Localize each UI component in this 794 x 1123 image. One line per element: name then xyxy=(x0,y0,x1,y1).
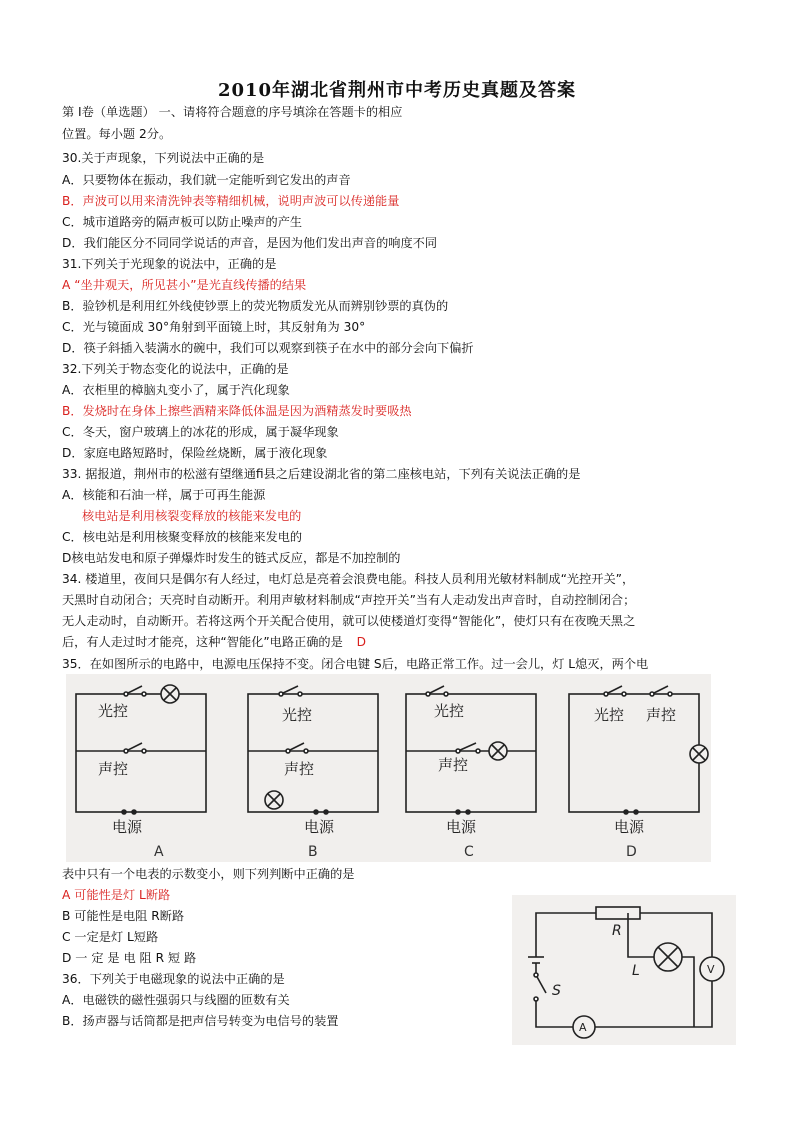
fig34-d-sound-label: 声控 xyxy=(646,706,677,724)
fig34-a-power-label: 电源 xyxy=(112,818,143,836)
fig34-a-light-label: 光控 xyxy=(98,702,129,720)
q34-circuit-svg xyxy=(66,674,711,862)
q31-option-d: D．筷子斜插入装满水的碗中，我们可以观察到筷子在水中的部分会向下偏折 xyxy=(62,341,474,355)
q35-option-c: C 一定是灯 L短路 xyxy=(62,930,159,944)
q30-stem: 30.关于声现象，下列说法中正确的是 xyxy=(62,151,265,165)
fig35-s-label: S xyxy=(552,983,561,999)
q32-option-d: D．家庭电路短路时，保险丝烧断，属于液化现象 xyxy=(62,446,328,460)
fig34-label-b: B xyxy=(308,844,318,860)
q36-option-b: B．扬声器与话筒都是把声信号转变为电信号的装置 xyxy=(62,1014,339,1028)
q35-option-d: D 一 定 是 电 阻 R 短 路 xyxy=(62,951,197,965)
q35-option-b: B 可能性是电阻 R断路 xyxy=(62,909,185,923)
q30-option-b: B．声波可以用来清洗钟表等精细机械，说明声波可以传递能量 xyxy=(62,194,400,208)
q34-circuit-figure xyxy=(66,674,711,862)
q30-option-a: A．只要物体在振动，我们就一定能听到它发出的声音 xyxy=(62,173,351,187)
fig35-l-label: L xyxy=(632,963,640,979)
q31-option-c: C．光与镜面成 30°角射到平面镜上时，其反射角为 30° xyxy=(62,320,366,334)
fig34-c-sound-label: 声控 xyxy=(438,756,469,774)
q34-line-3: 无人走动时，自动断开。若将这两个开关配合使用，就可以使楼道灯变得“智能化”，使灯只有在夜晚天黑之 xyxy=(62,614,636,628)
q35-circuit-svg xyxy=(512,895,736,1045)
fig35-ammeter-label: A xyxy=(579,1021,587,1034)
q34-line-2: 天黑时自动闭合；天亮时自动断开。利用声敏材料制成“声控开关”当有人走动发出声音时，自动控制闭合； xyxy=(62,593,636,607)
q31-stem: 31.下列关于光现象的说法中，正确的是 xyxy=(62,257,277,271)
q35-circuit-figure xyxy=(512,895,736,1045)
intro-line-2: 位置。每小题 2分。 xyxy=(62,127,172,141)
q34-line-4 xyxy=(62,634,366,650)
q31-option-b: B．验钞机是利用红外线使钞票上的荧光物质发光从而辨别钞票的真伪的 xyxy=(62,299,449,313)
fig34-a-sound-label: 声控 xyxy=(98,760,129,778)
fig34-label-d: D xyxy=(626,844,637,860)
fig35-voltmeter-label: V xyxy=(707,963,715,976)
q33-stem: 33. 据报道，荆州市的松滋有望继通fi县之后建设湖北省的第二座核电站，下列有关说法正确的是 xyxy=(62,467,581,481)
q33-option-d: D核电站发电和原子弹爆炸时发生的链式反应，都是不加控制的 xyxy=(62,551,401,565)
q33-option-b: 核电站是利用核裂变释放的核能来发电的 xyxy=(82,509,302,523)
q30-option-c: C．城市道路旁的隔声板可以防止噪声的产生 xyxy=(62,215,303,229)
fig34-d-light-label: 光控 xyxy=(594,706,625,724)
page-title: 2010年湖北省荆州市中考历史真题及答案 xyxy=(217,80,577,101)
q33-option-c: C．核电站是利用核聚变释放的核能来发电的 xyxy=(62,530,303,544)
q34-answer: D xyxy=(356,635,367,649)
q34-line-1: 34. 楼道里，夜间只是偶尔有人经过，电灯总是亮着会浪费电能。科技人员利用光敏材料制成“光控开关”， xyxy=(62,572,635,586)
q30-option-d: D．我们能区分不同同学说话的声音，是因为他们发出声音的响度不同 xyxy=(62,236,438,250)
q35-option-a: A 可能性是灯 L断路 xyxy=(62,888,171,902)
fig34-d-power-label: 电源 xyxy=(614,818,645,836)
intro-line-1: 第 I卷（单选题） 一、请将符合题意的序号填涂在答题卡的相应 xyxy=(62,105,403,119)
fig34-b-light-label: 光控 xyxy=(282,706,313,724)
fig34-label-c: C xyxy=(464,844,474,860)
q32-stem: 32.下列关于物态变化的说法中，正确的是 xyxy=(62,362,289,376)
fig34-c-power-label: 电源 xyxy=(446,818,477,836)
q35-line-1: 35．在如图所示的电路中，电源电压保持不变。闭合电键 S后，电路正常工作。过一会儿，灯 L熄灭，两个电 xyxy=(62,657,649,671)
q32-option-c: C．冬天，窗户玻璃上的冰花的形成，属于凝华现象 xyxy=(62,425,339,439)
fig34-c-light-label: 光控 xyxy=(434,702,465,720)
q32-option-a: A．衣柜里的樟脑丸变小了，属于汽化现象 xyxy=(62,383,290,397)
q36-option-a: A．电磁铁的磁性强弱只与线圈的匝数有关 xyxy=(62,993,290,1007)
q35-line-2: 表中只有一个电表的示数变小，则下列判断中正确的是 xyxy=(62,867,355,881)
fig35-r-label: R xyxy=(612,923,622,939)
q31-option-a: A “坐井观天，所见甚小”是光直线传播的结果 xyxy=(62,278,307,292)
fig34-b-power-label: 电源 xyxy=(304,818,335,836)
q33-option-a: A．核能和石油一样，属于可再生能源 xyxy=(62,488,266,502)
q32-option-b: B．发烧时在身体上擦些酒精来降低体温是因为酒精蒸发时要吸热 xyxy=(62,404,412,418)
fig34-b-sound-label: 声控 xyxy=(284,760,315,778)
fig34-label-a: A xyxy=(154,844,164,860)
q36-stem: 36．下列关于电磁现象的说法中正确的是 xyxy=(62,972,285,986)
q34-line-4-text: 后，有人走过时才能亮，这种“智能化”电路正确的是 xyxy=(62,635,343,649)
